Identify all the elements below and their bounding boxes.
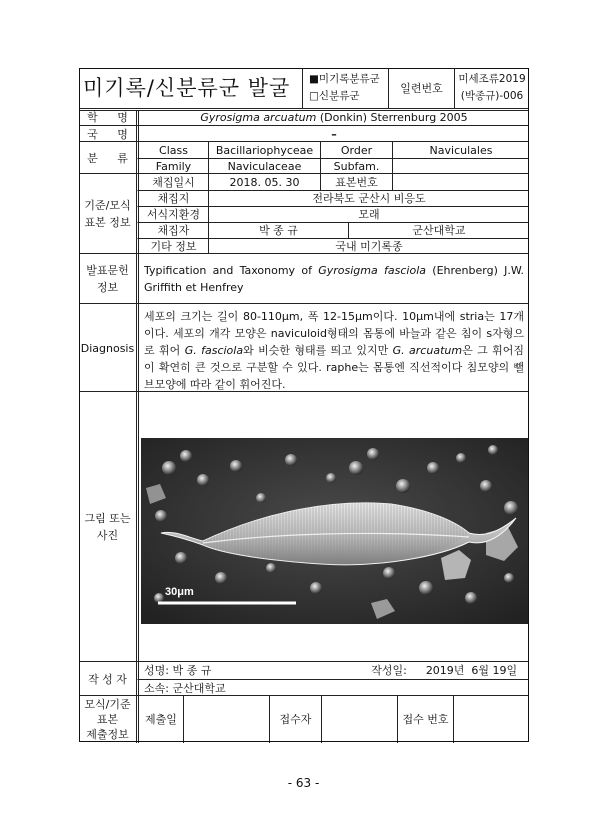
family-label: Family	[136, 158, 208, 174]
serial-number-value: 미세조류2019 (박종규)-006	[454, 68, 529, 108]
form-title: 미기록/신분류군 발굴	[83, 75, 291, 100]
category-checkboxes	[302, 68, 388, 108]
page-number: - 63 -	[287, 776, 320, 790]
serial-number-label: 일련번호	[388, 68, 454, 108]
classification-label: 분 류	[87, 151, 136, 165]
author-date-label: 작성일:	[371, 664, 407, 677]
diagnosis-label: Diagnosis	[80, 341, 135, 355]
korean-name-row	[79, 125, 529, 142]
literature-label: 발표문헌 정보	[86, 264, 129, 294]
collector-value: 박 종 규	[208, 222, 348, 238]
class-label: Class	[136, 142, 208, 158]
diagnosis-row	[79, 303, 529, 392]
checkbox-unrecorded: ■미기록분류군	[309, 73, 380, 85]
submit-date-value	[183, 696, 269, 743]
order-label: Order	[320, 142, 392, 158]
etc-info-value: 국내 미기록종	[208, 238, 529, 254]
author-label: 작 성 자	[88, 672, 127, 686]
collection-date-value: 2018. 05. 30	[208, 174, 320, 190]
habitat-value: 모래	[208, 206, 529, 222]
figure-cell	[136, 392, 529, 662]
author-name: 성명: 박 종 규	[136, 662, 529, 679]
sem-micrograph	[141, 438, 529, 624]
specimen-section-label: 기준/모식 표본 정보	[84, 199, 131, 229]
collector-label: 채집자	[136, 222, 208, 238]
order-value: Naviculales	[392, 142, 529, 158]
figure-label: 그림 또는 사진	[84, 512, 131, 542]
literature-text: Typification and Taxonomy of Gyrosigma fasciola (Ehrenberg) J.W. Griffith et Henfrey	[136, 254, 529, 304]
author-affiliation: 소속: 군산대학교	[136, 679, 529, 696]
korean-name-value: –	[136, 126, 529, 142]
collection-site-label: 채집지	[136, 190, 208, 206]
subfam-value	[392, 158, 529, 174]
etc-info-label: 기타 정보	[136, 238, 208, 254]
header-row	[79, 68, 529, 108]
collection-site-value: 전라북도 군산시 비응도	[208, 190, 529, 206]
habitat-label: 서식지환경	[136, 206, 208, 222]
diagnosis-text: 세포의 크기는 길이 80-110μm, 폭 12-15μm이다. 10μm내에 stria는 17개이다. 세포의 개각 모양은 naviculoid형태의 몸통에 바늘과 같은 침이 s자형으로 휘어 G. fasciola와 비슷한 형태를 띄고 있지만 G. arcuatum은 그 휘어짐이 확연히 큰 것으로 구분할 수 있다. raphe는 몸통엔 직선적이다 침모양의 뺄브모양에 따라 같이 휘어진다.	[136, 304, 529, 392]
literature-row	[79, 253, 529, 304]
classification-row	[79, 141, 529, 174]
scale-bar-label: 30μm	[165, 586, 194, 598]
family-value: Naviculaceae	[208, 158, 320, 174]
receiver-value	[321, 696, 397, 743]
receiver-label: 접수자	[269, 696, 321, 743]
submission-row	[79, 695, 529, 743]
collector-affiliation: 군산대학교	[348, 222, 529, 238]
author-date-value: 2019년 6월 19일	[425, 664, 518, 677]
author-row	[79, 661, 529, 696]
scientific-name-value: Gyrosigma arcuatum (Donkin) Sterrenburg 2005	[136, 110, 529, 125]
subfam-label: Subfam.	[320, 158, 392, 174]
korean-name-label: 국 명	[87, 127, 136, 141]
receipt-number-label: 접수 번호	[397, 696, 453, 743]
specimen-section	[79, 173, 529, 254]
class-value: Bacillariophyceae	[208, 142, 320, 158]
figure-row	[79, 391, 529, 662]
submission-label: 모식/기준 표본 제출정보	[84, 698, 131, 741]
specimen-number-label: 표본번호	[320, 174, 392, 190]
specimen-number-value	[392, 174, 529, 190]
collection-date-label: 채집일시	[136, 174, 208, 190]
submit-date-label: 제출일	[136, 696, 183, 743]
receipt-number-value	[453, 696, 529, 743]
scientific-name-row	[79, 110, 529, 125]
scientific-name-label: 학 명	[87, 111, 136, 124]
checkbox-new-taxon: □신분류군	[309, 90, 360, 102]
